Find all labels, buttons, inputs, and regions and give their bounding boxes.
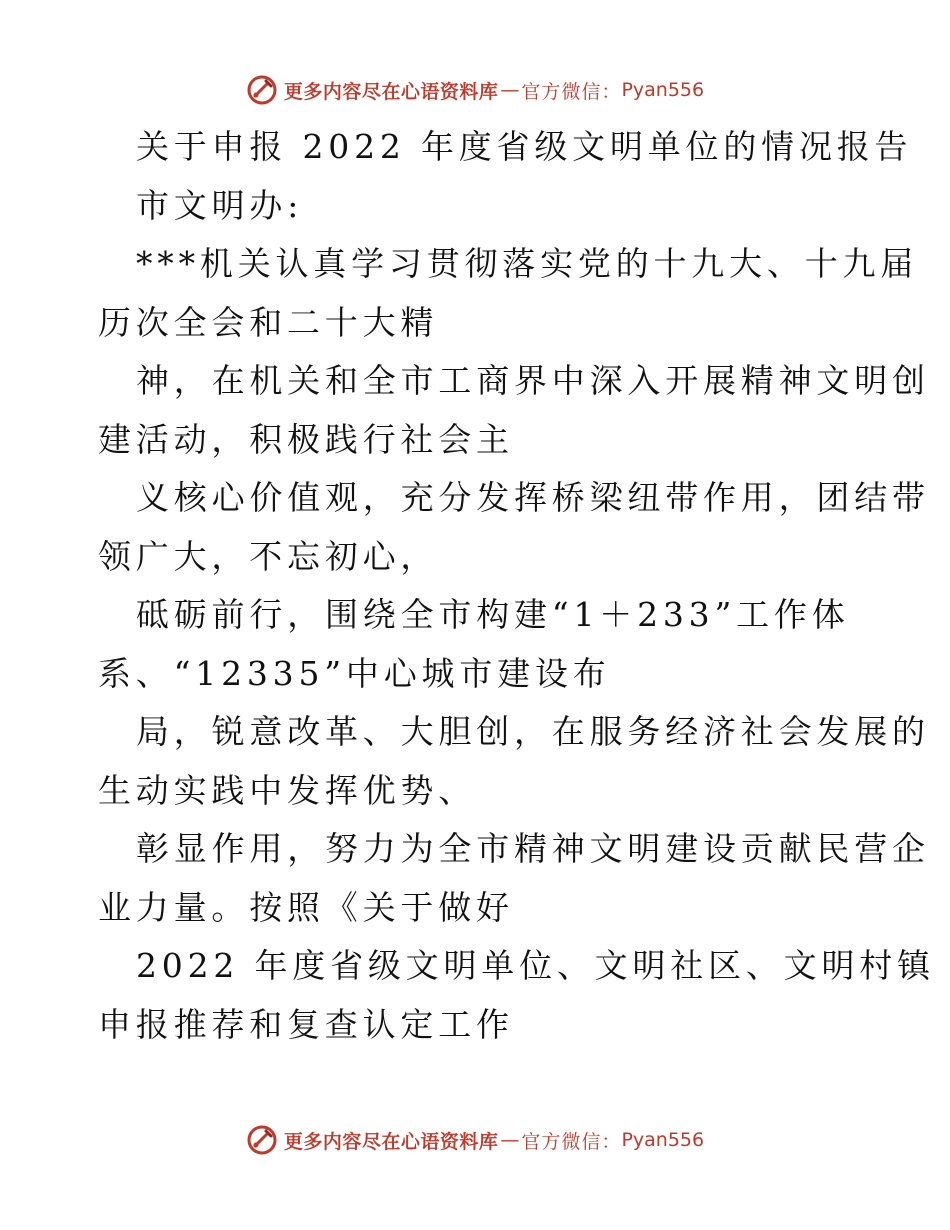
paragraph-line: 生动实践中发挥优势、	[98, 770, 476, 810]
footer-watermark	[0, 1120, 950, 1160]
document-body	[98, 118, 935, 1054]
logo-icon	[246, 1124, 278, 1156]
watermark-label: 官方微信：	[521, 80, 622, 103]
paragraph-line: 局，锐意改革、大胆创，在服务经济社会发展的	[136, 712, 930, 751]
header-watermark	[0, 70, 950, 110]
paragraph-line: ***机关认真学习贯彻落实党的十九大、十九届	[136, 244, 919, 283]
watermark-main-text: 更多内容尽在心语资料库	[283, 80, 499, 103]
paragraph-line: 历次全会和二十大精	[98, 302, 439, 342]
document-title: 关于申报 2022 年度省级文明单位的情况报告	[136, 127, 913, 166]
watermark-separator: —	[500, 79, 520, 101]
paragraph-line: 义核心价值观，充分发挥桥梁纽带作用，团结带	[136, 478, 930, 517]
watermark-label: 官方微信：	[521, 1130, 622, 1153]
document-recipient: 市文明办:	[136, 185, 304, 225]
paragraph-line: 建活动，积极践行社会主	[98, 419, 514, 459]
paragraph-line: 申报推荐和复查认定工作	[98, 1004, 514, 1044]
paragraph-line: 系、“12335”中心城市建设布	[98, 653, 611, 693]
watermark-main-text: 更多内容尽在心语资料库	[283, 1130, 499, 1153]
paragraph-line: 神，在机关和全市工商界中深入开展精神文明创	[136, 361, 930, 400]
paragraph-line: 2022 年度省级文明单位、文明社区、文明村镇	[136, 946, 935, 985]
paragraph-line: 砥砺前行，围绕全市构建“1＋233”工作体	[136, 595, 850, 634]
watermark-wechat-id: Pyan556	[621, 79, 705, 101]
paragraph-line: 彰显作用，努力为全市精神文明建设贡献民营企	[136, 829, 930, 868]
paragraph-line: 业力量。按照《关于做好	[98, 887, 514, 927]
logo-icon	[246, 74, 278, 106]
paragraph-line: 领广大，不忘初心，	[98, 536, 439, 576]
watermark-separator: —	[500, 1129, 520, 1151]
watermark-wechat-id: Pyan556	[621, 1129, 705, 1151]
